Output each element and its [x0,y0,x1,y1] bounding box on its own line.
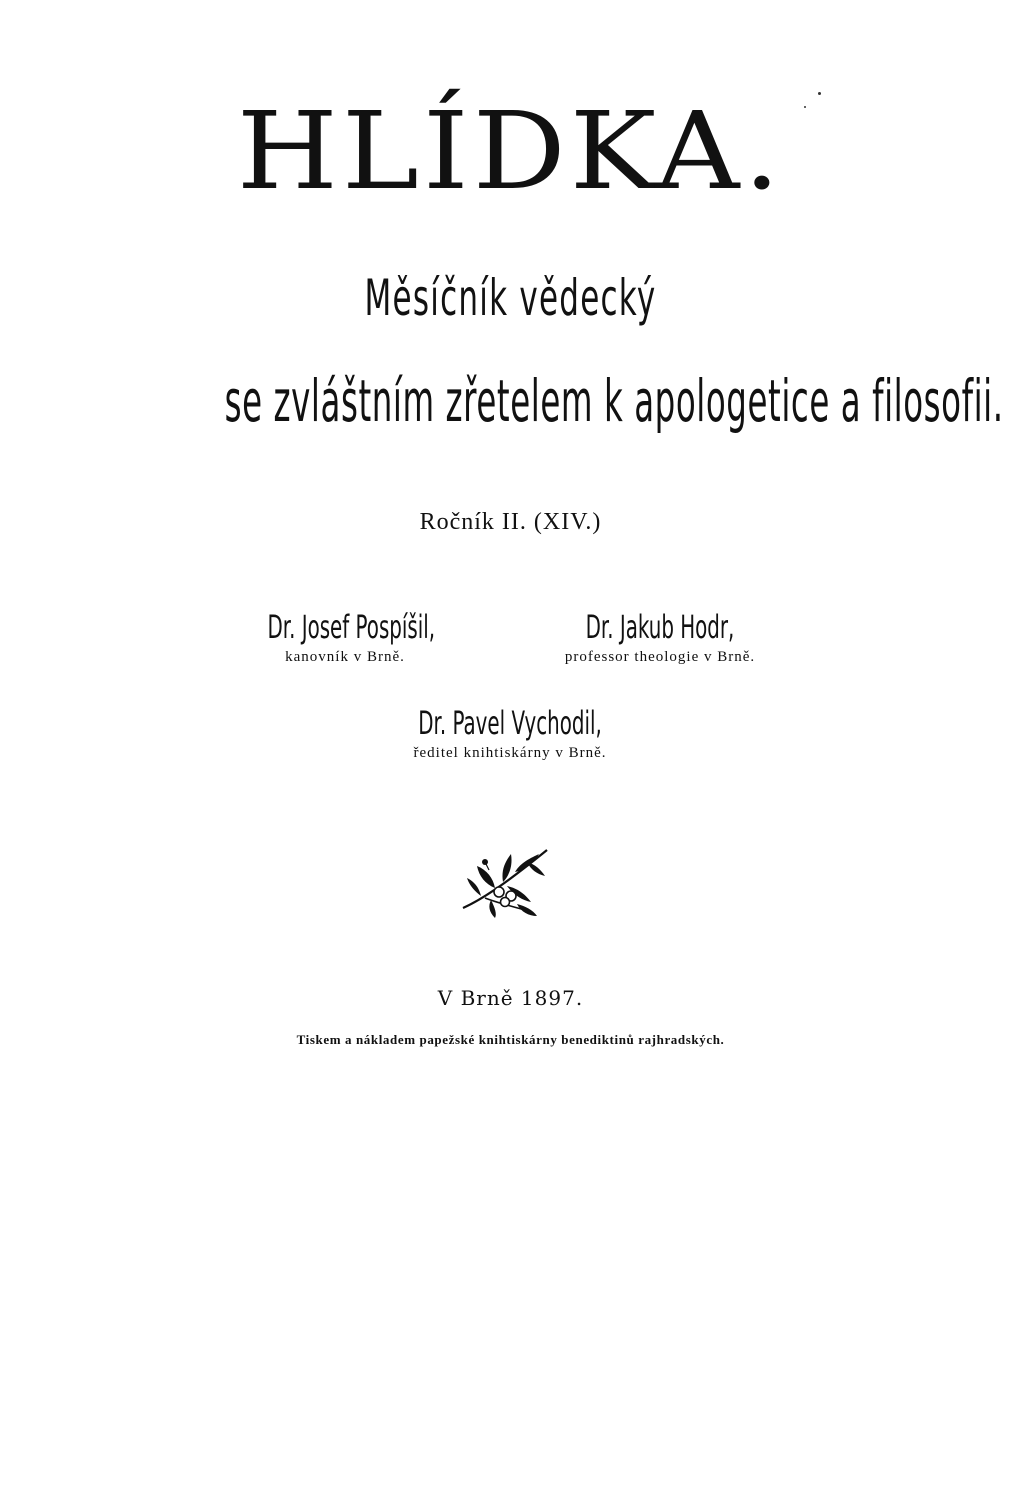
editor-name: Dr. Pavel Vychodil, [418,704,602,742]
editor-role: kanovník v Brně. [285,649,405,665]
journal-title: HLÍDKA. [236,89,785,214]
subtitle-line-1: Měsíčník vědecký [364,269,657,327]
editor-name: Dr. Josef Pospíšil, [267,608,436,646]
editor-role: ředitel knihtiskárny v Brně. [413,745,607,761]
subtitle-line-2: se zvláštním zřetelem k apologetice a filosofii. [224,367,1004,435]
place-and-year: V Brně 1897. [437,986,584,1010]
olive-branch-icon [455,840,555,920]
stray-mark [804,106,806,108]
editor-hodr [520,608,800,668]
volume-label: Ročník II. (XIV.) [419,509,602,535]
editor-name: Dr. Jakub Hodr, [585,608,735,646]
editor-role: professor theologie v Brně. [564,649,756,665]
printer-imprint: Tiskem a nákladem papežské knihtiskárny benediktinů rajhradských. [296,1032,725,1047]
editor-pospisil [220,608,470,668]
editor-vychodil [330,704,690,764]
stray-mark [818,92,821,95]
